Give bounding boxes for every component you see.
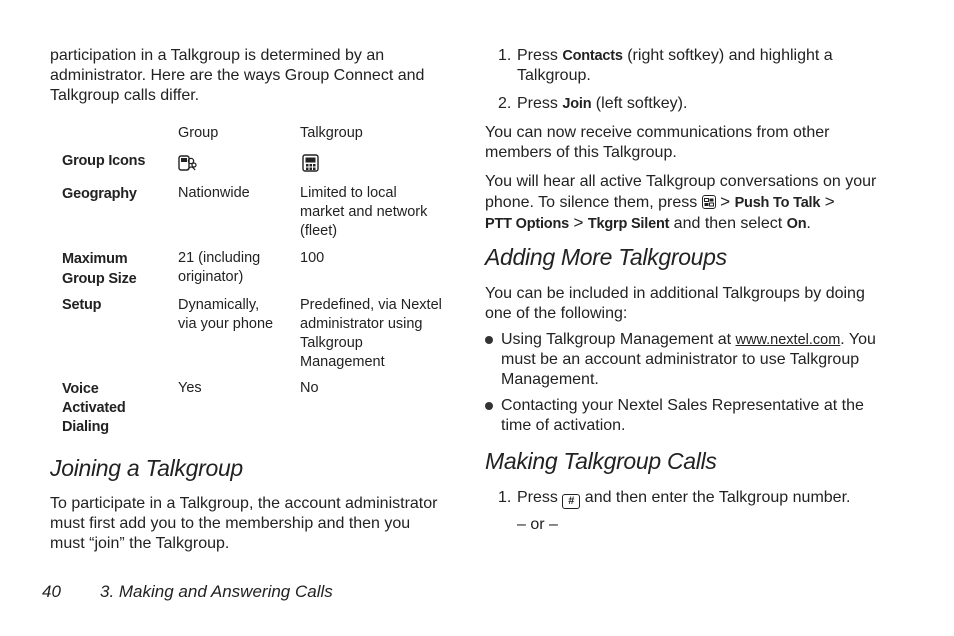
bullet-icon (485, 402, 493, 410)
bullet-text: Using Talkgroup Management at (501, 331, 736, 348)
row-label-group-icons (62, 152, 145, 171)
ptt-options-label: PTT Options (485, 216, 569, 232)
step-number: 2. (498, 95, 512, 112)
cell-line: Predefined, via Nextel (300, 297, 442, 313)
push-to-talk-label: Push To Talk (734, 195, 821, 211)
cell-group-geography (178, 184, 250, 203)
paragraph-line: members of this Talkgroup. (485, 144, 677, 161)
cell-line: via your phone (178, 316, 274, 332)
step-text: Press (517, 489, 563, 506)
row-label-line: Maximum (62, 251, 128, 267)
row-label-geography (62, 185, 137, 204)
cell-line: originator) (178, 269, 244, 285)
step-1-text (517, 46, 897, 86)
cell-line: 21 (including (178, 250, 261, 266)
col-header-group: Group (178, 125, 219, 141)
cell-line: administrator using (300, 316, 423, 332)
pound-key-icon: # (562, 494, 580, 509)
tkgrp-silent-label: Tkgrp Silent (587, 216, 670, 232)
row-label-line: Voice (62, 381, 99, 397)
joining-line: must “join” the Talkgroup. (50, 535, 230, 552)
chapter-title: 3. Making and Answering Calls (100, 582, 333, 601)
heading-adding: Adding More Talkgroups (485, 244, 727, 270)
step-2-text (517, 94, 687, 114)
nextel-link[interactable]: www.nextel.com (735, 332, 841, 348)
cell-line: Dynamically, (178, 297, 260, 313)
paragraph-text: phone. To silence them, press (485, 194, 702, 211)
menu-arrow: > (573, 213, 584, 232)
page-number: 40 (42, 582, 61, 601)
cell-line: (fleet) (300, 223, 338, 239)
row-label-line: Activated (62, 400, 126, 416)
bullet-item-2 (485, 396, 905, 436)
step-text: (left softkey). (591, 95, 688, 112)
cell-line: 100 (300, 250, 325, 266)
intro-line: participation in a Talkgroup is determined by an (50, 47, 385, 64)
intro-line: administrator. Here are the ways Group Connect and (50, 67, 425, 84)
menu-arrow: > (720, 192, 731, 211)
making-step-1 (498, 488, 511, 508)
adding-paragraph (485, 284, 915, 324)
cell-talkgroup-voice (300, 379, 319, 398)
step-text: Press (517, 95, 563, 112)
bullet-text: Management. (501, 371, 599, 388)
heading-joining: Joining a Talkgroup (50, 455, 243, 481)
receive-paragraph (485, 123, 905, 163)
row-label-line: Setup (62, 297, 102, 313)
join-key-label: Join (562, 96, 592, 112)
paragraph-text: and then select (669, 215, 787, 232)
group-connect-icon (178, 153, 198, 178)
cell-line: market and network (300, 204, 428, 220)
cell-line: Yes (178, 380, 202, 396)
making-step-1-text (517, 488, 850, 509)
row-label-line: Group Icons (62, 153, 146, 169)
paragraph-text: . (806, 215, 811, 232)
menu-key-icon (702, 195, 716, 209)
talkgroup-icon (302, 153, 320, 178)
cell-talkgroup-geography (300, 184, 427, 241)
row-label-voice-dialing (62, 380, 125, 437)
or-separator: – or – (517, 516, 558, 533)
contacts-key-label: Contacts (562, 48, 623, 64)
step-text: and then enter the Talkgroup number. (580, 489, 851, 506)
bullet-icon (485, 336, 493, 344)
cell-line: Nationwide (178, 185, 250, 201)
paragraph-line: You will hear all active Talkgroup conversations on your (485, 173, 877, 190)
row-label-max-group-size (62, 249, 137, 289)
bullet-text: Contacting your Nextel Sales Representative at the (501, 397, 864, 414)
step-text: (right softkey) and highlight a (622, 47, 833, 64)
silence-paragraph (485, 172, 915, 234)
col-header-talkgroup: Talkgroup (300, 125, 363, 141)
cell-group-size (178, 249, 260, 287)
step-number: 1. (498, 489, 512, 506)
intro-line: Talkgroup calls differ. (50, 87, 200, 104)
row-label-setup (62, 296, 101, 315)
joining-line: To participate in a Talkgroup, the account administrator (50, 495, 438, 512)
paragraph-line: You can now receive communications from other (485, 124, 830, 141)
step-2 (498, 94, 511, 114)
bullet-item-1 (485, 330, 905, 390)
bullet-text: . You (840, 331, 876, 348)
cell-talkgroup-size (300, 249, 324, 268)
cell-line: Limited to local (300, 185, 397, 201)
heading-making: Making Talkgroup Calls (485, 448, 717, 474)
step-number: 1. (498, 47, 512, 64)
paragraph-line: You can be included in additional Talkgroups by doing (485, 285, 865, 302)
intro-paragraph (50, 46, 460, 106)
cell-line: No (300, 380, 319, 396)
cell-group-setup (178, 296, 273, 334)
cell-group-voice (178, 379, 202, 398)
bullet-text: must be an account administrator to use Talkgroup (501, 351, 860, 368)
menu-arrow: > (824, 192, 835, 211)
joining-line: must first add you to the membership and then you (50, 515, 411, 532)
on-label: On (786, 216, 807, 232)
cell-talkgroup-setup (300, 296, 442, 372)
bullet-text: time of activation. (501, 417, 626, 434)
step-1 (498, 46, 511, 66)
cell-line: Management (300, 354, 385, 370)
row-label-line: Dialing (62, 419, 109, 435)
row-label-line: Group Size (62, 271, 137, 287)
step-text: Talkgroup. (517, 67, 591, 84)
paragraph-line: one of the following: (485, 305, 628, 322)
joining-paragraph (50, 494, 470, 554)
step-text: Press (517, 47, 563, 64)
row-label-line: Geography (62, 186, 137, 202)
cell-line: Talkgroup (300, 335, 363, 351)
